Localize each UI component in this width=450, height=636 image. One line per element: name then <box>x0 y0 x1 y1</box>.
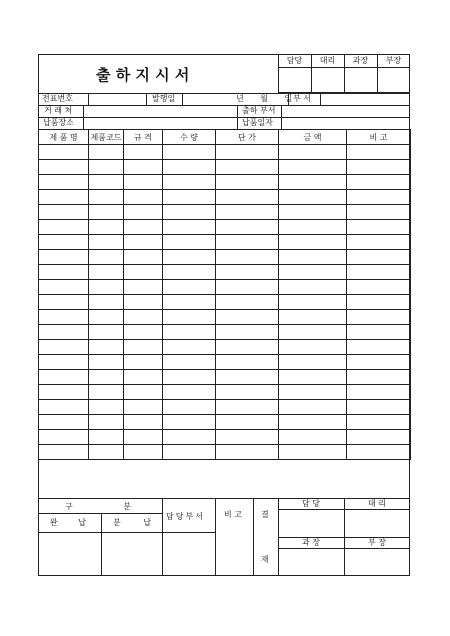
table-row <box>39 310 411 325</box>
footer-remarks-field[interactable] <box>216 522 252 575</box>
approval-sign-3[interactable] <box>345 68 376 92</box>
table-cell[interactable] <box>279 265 347 280</box>
delivery-place-label: 납품장소 <box>43 118 74 127</box>
table-cell[interactable] <box>124 415 163 430</box>
table-cell[interactable] <box>89 355 124 370</box>
approval-char-jae: 재 <box>261 555 269 564</box>
table-cell[interactable] <box>163 415 216 430</box>
full-delivery-label: 완 납 <box>50 518 86 527</box>
table-cell[interactable] <box>89 205 124 220</box>
table-row <box>39 175 411 190</box>
table-cell[interactable] <box>89 370 124 385</box>
full-delivery-field[interactable] <box>39 533 100 575</box>
table-cell[interactable] <box>163 175 216 190</box>
table-cell[interactable] <box>39 430 89 445</box>
division-label: 구 분 <box>65 502 131 511</box>
table-cell[interactable] <box>163 445 216 460</box>
table-cell[interactable] <box>216 385 279 400</box>
table-cell[interactable] <box>89 160 124 175</box>
table-cell[interactable] <box>39 400 89 415</box>
table-cell[interactable] <box>163 385 216 400</box>
table-cell[interactable] <box>124 445 163 460</box>
table-cell[interactable] <box>163 400 216 415</box>
table-cell[interactable] <box>39 325 89 340</box>
table-row <box>39 250 411 265</box>
table-cell[interactable] <box>39 265 89 280</box>
dept-label: 부 서 <box>293 94 311 103</box>
col-product-name: 제 품 명 <box>39 130 89 145</box>
sign-header-1: 담 당 <box>302 499 320 508</box>
table-cell[interactable] <box>347 220 411 235</box>
table-cell[interactable] <box>347 295 411 310</box>
table-cell[interactable] <box>124 280 163 295</box>
table-cell[interactable] <box>347 235 411 250</box>
table-row <box>39 400 411 415</box>
table-cell[interactable] <box>216 415 279 430</box>
table-cell[interactable] <box>216 250 279 265</box>
table-cell[interactable] <box>124 220 163 235</box>
approval-char-gyeol: 결 <box>261 510 269 519</box>
table-cell[interactable] <box>163 295 216 310</box>
col-amount: 금 액 <box>279 130 347 145</box>
partial-delivery-field[interactable] <box>102 533 161 575</box>
table-cell[interactable] <box>89 445 124 460</box>
table-row <box>39 325 411 340</box>
customer-label: 거 래 처 <box>44 106 73 115</box>
approval-header-2: 대리 <box>319 56 336 65</box>
table-cell[interactable] <box>279 430 347 445</box>
items-table <box>38 129 411 460</box>
col-quantity: 수 량 <box>163 130 216 145</box>
slip-no-label: 전표번호 <box>42 94 73 103</box>
table-cell[interactable] <box>347 250 411 265</box>
table-cell[interactable] <box>163 205 216 220</box>
table-cell[interactable] <box>163 265 216 280</box>
document-title: 출 하 지 시 서 <box>96 66 190 84</box>
table-cell[interactable] <box>347 205 411 220</box>
table-cell[interactable] <box>39 235 89 250</box>
table-cell[interactable] <box>124 355 163 370</box>
sign-box-4[interactable] <box>345 549 409 575</box>
table-cell[interactable] <box>347 190 411 205</box>
table-cell[interactable] <box>89 175 124 190</box>
partial-delivery-label: 분 납 <box>113 518 151 527</box>
table-cell[interactable] <box>216 235 279 250</box>
table-cell[interactable] <box>279 310 347 325</box>
table-cell[interactable] <box>124 295 163 310</box>
table-cell[interactable] <box>39 415 89 430</box>
table-cell[interactable] <box>279 355 347 370</box>
table-cell[interactable] <box>39 355 89 370</box>
table-cell[interactable] <box>39 145 89 160</box>
table-cell[interactable] <box>89 250 124 265</box>
table-cell[interactable] <box>216 445 279 460</box>
table-cell[interactable] <box>89 220 124 235</box>
table-cell[interactable] <box>347 370 411 385</box>
table-cell[interactable] <box>163 370 216 385</box>
table-cell[interactable] <box>347 355 411 370</box>
table-cell[interactable] <box>216 175 279 190</box>
table-cell[interactable] <box>39 205 89 220</box>
table-cell[interactable] <box>89 310 124 325</box>
sign-box-2[interactable] <box>345 510 409 536</box>
table-cell[interactable] <box>124 325 163 340</box>
table-cell[interactable] <box>216 400 279 415</box>
date-units: 년 월 일 <box>236 94 293 103</box>
col-unit-price: 단 가 <box>216 130 279 145</box>
approval-header-3: 과장 <box>352 56 369 65</box>
table-cell[interactable] <box>89 235 124 250</box>
table-cell[interactable] <box>279 235 347 250</box>
table-row <box>39 205 411 220</box>
table-cell[interactable] <box>89 340 124 355</box>
table-cell[interactable] <box>89 280 124 295</box>
table-row <box>39 280 411 295</box>
table-cell[interactable] <box>347 445 411 460</box>
table-row <box>39 445 411 460</box>
table-row <box>39 415 411 430</box>
slip-no-field[interactable] <box>89 94 145 105</box>
table-cell[interactable] <box>347 430 411 445</box>
table-row <box>39 160 411 175</box>
table-row <box>39 430 411 445</box>
table-cell[interactable] <box>279 250 347 265</box>
table-cell[interactable] <box>279 190 347 205</box>
table-cell[interactable] <box>124 370 163 385</box>
table-cell[interactable] <box>89 325 124 340</box>
table-cell[interactable] <box>347 145 411 160</box>
table-cell[interactable] <box>347 265 411 280</box>
table-cell[interactable] <box>347 325 411 340</box>
table-cell[interactable] <box>279 205 347 220</box>
table-row <box>39 355 411 370</box>
table-cell[interactable] <box>279 280 347 295</box>
table-row <box>39 340 411 355</box>
table-cell[interactable] <box>216 205 279 220</box>
table-cell[interactable] <box>39 310 89 325</box>
table-cell[interactable] <box>216 280 279 295</box>
table-cell[interactable] <box>347 340 411 355</box>
table-cell[interactable] <box>124 190 163 205</box>
table-cell[interactable] <box>39 445 89 460</box>
table-cell[interactable] <box>216 355 279 370</box>
sign-box-3[interactable] <box>279 549 343 575</box>
table-row <box>39 220 411 235</box>
table-cell[interactable] <box>347 385 411 400</box>
table-cell[interactable] <box>124 160 163 175</box>
table-cell[interactable] <box>216 370 279 385</box>
table-cell[interactable] <box>279 340 347 355</box>
col-spec: 규 격 <box>124 130 163 145</box>
ship-dept-field[interactable] <box>282 106 409 117</box>
table-cell[interactable] <box>163 340 216 355</box>
dept-field[interactable] <box>321 94 409 105</box>
table-cell[interactable] <box>39 340 89 355</box>
table-row <box>39 265 411 280</box>
table-cell[interactable] <box>124 175 163 190</box>
table-cell[interactable] <box>279 400 347 415</box>
dept-in-charge-label: 담당부서 <box>166 512 205 521</box>
table-cell[interactable] <box>163 190 216 205</box>
table-cell[interactable] <box>89 145 124 160</box>
sign-box-1[interactable] <box>279 510 343 536</box>
table-cell[interactable] <box>89 400 124 415</box>
table-cell[interactable] <box>216 220 279 235</box>
table-cell[interactable] <box>163 310 216 325</box>
customer-field[interactable] <box>84 106 236 117</box>
table-row <box>39 370 411 385</box>
approval-sign-1[interactable] <box>279 68 310 92</box>
table-cell[interactable] <box>163 355 216 370</box>
table-cell[interactable] <box>124 235 163 250</box>
table-cell[interactable] <box>39 250 89 265</box>
table-cell[interactable] <box>163 430 216 445</box>
table-cell[interactable] <box>279 385 347 400</box>
table-cell[interactable] <box>89 430 124 445</box>
table-cell[interactable] <box>39 295 89 310</box>
sign-header-2: 대 리 <box>368 499 386 508</box>
table-cell[interactable] <box>39 370 89 385</box>
table-cell[interactable] <box>163 160 216 175</box>
sign-header-3: 과 장 <box>302 538 320 547</box>
col-remarks: 비 고 <box>347 130 411 145</box>
table-row <box>39 235 411 250</box>
table-cell[interactable] <box>124 400 163 415</box>
table-cell[interactable] <box>124 385 163 400</box>
table-row <box>39 190 411 205</box>
approval-sign-2[interactable] <box>312 68 343 92</box>
table-cell[interactable] <box>216 190 279 205</box>
dept-in-charge-field[interactable] <box>163 533 214 575</box>
table-row <box>39 385 411 400</box>
table-cell[interactable] <box>279 220 347 235</box>
table-cell[interactable] <box>89 190 124 205</box>
table-cell[interactable] <box>39 160 89 175</box>
table-cell[interactable] <box>89 295 124 310</box>
table-cell[interactable] <box>279 160 347 175</box>
table-cell[interactable] <box>163 325 216 340</box>
table-cell[interactable] <box>163 145 216 160</box>
table-cell[interactable] <box>216 295 279 310</box>
issue-date-label: 발행일 <box>152 94 176 103</box>
table-cell[interactable] <box>279 145 347 160</box>
table-cell[interactable] <box>163 250 216 265</box>
table-cell[interactable] <box>216 325 279 340</box>
table-cell[interactable] <box>39 190 89 205</box>
table-cell[interactable] <box>89 265 124 280</box>
table-cell[interactable] <box>163 235 216 250</box>
table-cell[interactable] <box>347 175 411 190</box>
table-cell[interactable] <box>216 310 279 325</box>
table-cell[interactable] <box>279 415 347 430</box>
approval-sign-4[interactable] <box>378 68 409 92</box>
table-cell[interactable] <box>124 205 163 220</box>
table-cell[interactable] <box>39 175 89 190</box>
table-header-row <box>39 130 411 145</box>
delivery-place-field[interactable] <box>84 118 236 129</box>
table-cell[interactable] <box>347 280 411 295</box>
col-product-code: 제품코드 <box>89 130 124 145</box>
table-cell[interactable] <box>347 415 411 430</box>
table-cell[interactable] <box>279 295 347 310</box>
table-cell[interactable] <box>163 280 216 295</box>
approval-header-4: 부장 <box>385 56 402 65</box>
table-cell[interactable] <box>124 250 163 265</box>
ship-dept-label: 출하 부서 <box>242 106 276 115</box>
footer-remarks-label: 비 고 <box>224 510 242 519</box>
table-cell[interactable] <box>124 340 163 355</box>
table-cell[interactable] <box>347 310 411 325</box>
table-cell[interactable] <box>39 220 89 235</box>
table-row <box>39 145 411 160</box>
table-cell[interactable] <box>124 265 163 280</box>
table-cell[interactable] <box>279 370 347 385</box>
table-cell[interactable] <box>216 430 279 445</box>
table-row <box>39 295 411 310</box>
table-cell[interactable] <box>279 325 347 340</box>
delivery-date-label: 납품일자 <box>242 118 273 127</box>
table-cell[interactable] <box>89 415 124 430</box>
table-cell[interactable] <box>124 310 163 325</box>
table-cell[interactable] <box>163 220 216 235</box>
sign-header-4: 부 장 <box>368 538 386 547</box>
table-cell[interactable] <box>216 265 279 280</box>
table-cell[interactable] <box>39 385 89 400</box>
table-cell[interactable] <box>89 385 124 400</box>
table-cell[interactable] <box>124 145 163 160</box>
table-cell[interactable] <box>216 340 279 355</box>
table-cell[interactable] <box>347 160 411 175</box>
table-cell[interactable] <box>39 280 89 295</box>
table-cell[interactable] <box>216 160 279 175</box>
table-cell[interactable] <box>124 430 163 445</box>
approval-header-1: 담당 <box>286 56 303 65</box>
delivery-date-field[interactable] <box>282 118 409 129</box>
table-cell[interactable] <box>216 145 279 160</box>
table-cell[interactable] <box>279 445 347 460</box>
table-cell[interactable] <box>279 175 347 190</box>
table-cell[interactable] <box>347 400 411 415</box>
